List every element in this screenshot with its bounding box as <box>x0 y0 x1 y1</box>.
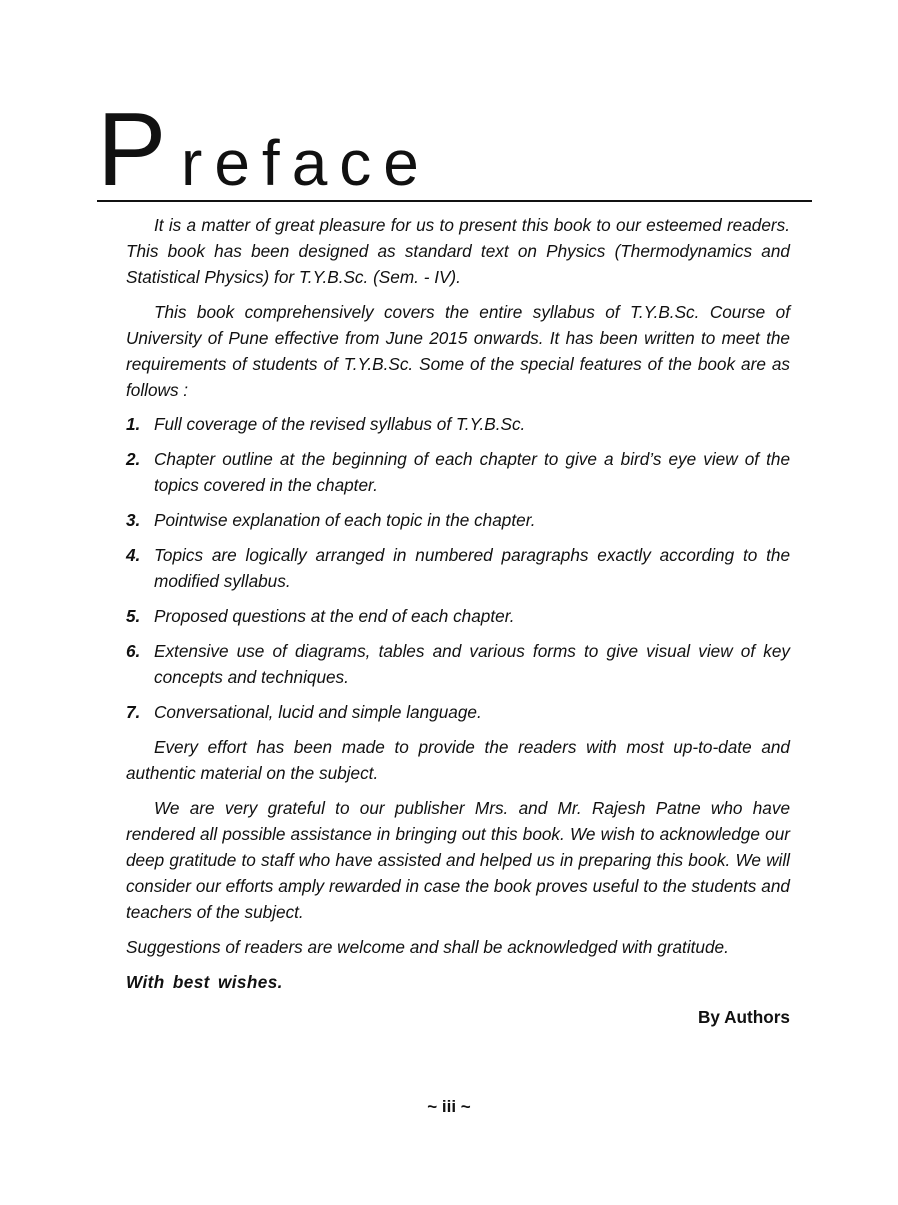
list-item-text: Chapter outline at the beginning of each chapter to give a bird’s eye view of the topics covered in the chapter. <box>154 449 790 495</box>
list-item <box>126 507 790 533</box>
list-item-number: 1. <box>126 414 141 434</box>
list-item <box>126 638 790 690</box>
list-item-number: 6. <box>126 641 141 661</box>
page-title <box>97 92 812 208</box>
closing-wishes: With best wishes. <box>126 972 283 992</box>
coverage-paragraph: This book comprehensively covers the entire syllabus of T.Y.B.Sc. Course of University of Pune effective from June 2015 onwards. It has been written to meet the requirements of students of T.Y.B.Sc. Some of the special features of the book are as follows : <box>126 302 790 400</box>
list-item-text: Extensive use of diagrams, tables and various forms to give visual view of key concepts and techniques. <box>154 641 790 687</box>
author-signature: By Authors <box>698 1007 790 1027</box>
title-remaining-letters: reface <box>181 127 431 199</box>
page-number: ~ iii ~ <box>427 1097 471 1116</box>
features-list <box>126 411 790 725</box>
list-item <box>126 603 790 629</box>
list-item <box>126 411 790 437</box>
suggestions-paragraph: Suggestions of readers are welcome and shall be acknowledged with gratitude. <box>126 937 729 957</box>
list-item-text: Pointwise explanation of each topic in the chapter. <box>154 510 536 530</box>
list-item <box>126 542 790 594</box>
intro-paragraph: It is a matter of great pleasure for us to present this book to our esteemed readers. This book has been designed as standard text on Physics (Thermodynamics and Statistical Physics) for T.Y.B.Sc. (Sem. - IV). <box>126 215 790 287</box>
acknowledgement-paragraph: We are very grateful to our publisher Mrs. and Mr. Rajesh Patne who have rendered all possible assistance in bringing out this book. We wish to acknowledge our deep gratitude to staff who have assisted and helped us in preparing this book. We will consider our efforts amply rewarded in case the book proves useful to the students and teachers of the subject. <box>126 798 790 922</box>
list-item-number: 2. <box>126 449 141 469</box>
list-item-text: Conversational, lucid and simple language. <box>154 702 482 722</box>
list-item-text: Proposed questions at the end of each chapter. <box>154 606 515 626</box>
effort-paragraph: Every effort has been made to provide the readers with most up-to-date and authentic material on the subject. <box>126 737 790 783</box>
title-initial-letter: P <box>97 92 167 208</box>
list-item-number: 4. <box>126 545 141 565</box>
list-item-text: Topics are logically arranged in numbered paragraphs exactly according to the modified syllabus. <box>154 545 790 591</box>
list-item-text: Full coverage of the revised syllabus of T.Y.B.Sc. <box>154 414 526 434</box>
preface-body <box>126 212 790 1030</box>
list-item-number: 7. <box>126 702 141 722</box>
list-item-number: 3. <box>126 510 141 530</box>
list-item-number: 5. <box>126 606 141 626</box>
list-item <box>126 699 790 725</box>
list-item <box>126 446 790 498</box>
